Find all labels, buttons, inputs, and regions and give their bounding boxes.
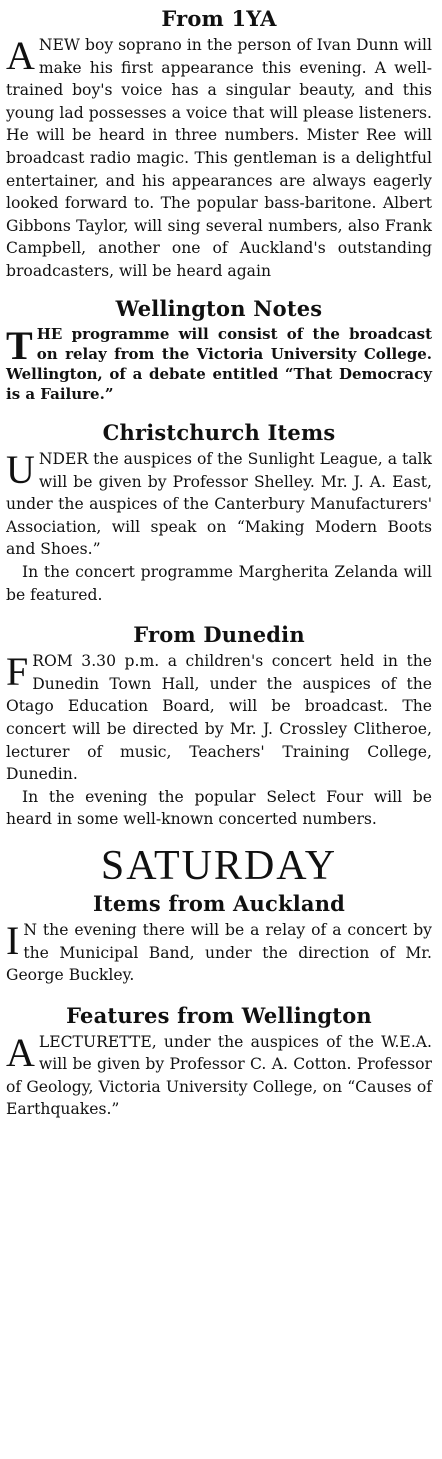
section-heading-from-1ya: From 1YA bbox=[161, 6, 277, 31]
lead-word: HE bbox=[36, 325, 63, 343]
section-wellington-notes bbox=[6, 294, 432, 404]
paragraph-body: programme will consist of the broadcast on relay from the Victoria University College. Wellington, of a debate entitled “That Democracy is a Failure.” bbox=[6, 325, 432, 403]
lead-word: NEW bbox=[38, 36, 80, 54]
paragraph-body: the evening there will be a relay of a concert by the Municipal Band, under the direction of Mr. George Buckley. bbox=[6, 920, 432, 985]
section-from-dunedin bbox=[6, 620, 432, 831]
paragraph-body: the auspices of the Sunlight League, a talk will be given by Professor Shelley. Mr. J. A. East, under the auspices of the Canterbury Manufacturers' Association, will speak on “Making Modern Boots and Shoes.” bbox=[6, 450, 432, 559]
dropcap: A bbox=[6, 1029, 35, 1075]
paragraph-body: under the auspices of the W.E.A. will be given by Professor C. A. Cotton. Professor of Geology, Victoria University College, on “Causes of Earthquakes.” bbox=[6, 1032, 432, 1119]
paragraph-items-from-auckland bbox=[6, 919, 432, 987]
dropcap: F bbox=[6, 649, 29, 695]
paragraph-christchurch-items-2: In the concert programme Margherita Zelanda will be featured. bbox=[6, 562, 432, 604]
paragraph-wellington-notes bbox=[6, 324, 432, 404]
day-heading-saturday: SATURDAY bbox=[100, 842, 338, 889]
lead-word: ROM bbox=[32, 652, 73, 671]
section-heading-wellington-notes: Wellington Notes bbox=[115, 296, 323, 321]
lead-word: LECTURETTE, bbox=[38, 1032, 157, 1051]
paragraph-from-dunedin-2: In the evening the popular Select Four will be heard in some well-known concerted numbers. bbox=[6, 787, 432, 829]
section-saturday bbox=[6, 843, 432, 889]
paragraph-from-1ya bbox=[6, 34, 432, 283]
section-heading-features-from-wellington: Features from Wellington bbox=[66, 1002, 372, 1028]
section-heading-christchurch-items: Christchurch Items bbox=[102, 420, 336, 445]
section-heading-items-from-auckland: Items from Auckland bbox=[92, 890, 346, 916]
paragraph-features-from-wellington bbox=[6, 1031, 432, 1121]
section-christchurch-items bbox=[6, 418, 432, 606]
paragraph-from-dunedin bbox=[6, 650, 432, 786]
paragraph-christchurch-items bbox=[6, 448, 432, 561]
paragraph-body: 3.30 p.m. a children's concert held in the Dunedin Town Hall, under the auspices of the Otago Education Board, will be broadcast. The concert will be directed by Mr. J. Crossley Clitheroe, lecturer of music, Teachers' Training College, Dunedin. bbox=[6, 652, 432, 784]
dropcap: A bbox=[6, 33, 35, 78]
section-from-1ya bbox=[6, 4, 432, 280]
lead-word: NDER bbox=[38, 450, 89, 468]
section-features-from-wellington bbox=[6, 1001, 432, 1121]
lead-word: N bbox=[23, 920, 37, 939]
dropcap: T bbox=[6, 323, 33, 368]
dropcap: I bbox=[6, 917, 20, 963]
section-heading-from-dunedin: From Dunedin bbox=[133, 622, 305, 648]
dropcap: U bbox=[6, 447, 35, 492]
paragraph-body: boy soprano in the person of Ivan Dunn will make his first appearance this evening. A well-trained boy's voice has a singular beauty, and this young lad possesses a voice that will please listeners. He will be heard in three numbers. Mister Ree will broadcast radio magic. This gentleman is a delightful entertainer, and his appearances are always eagerly looked forward to. The popular bass-baritone. Albert Gibbons Taylor, will sing several numbers, also Frank Campbell, another one of Auckland's outstanding broadcasters, will be heard again bbox=[6, 36, 432, 280]
section-items-from-auckland bbox=[6, 889, 432, 987]
